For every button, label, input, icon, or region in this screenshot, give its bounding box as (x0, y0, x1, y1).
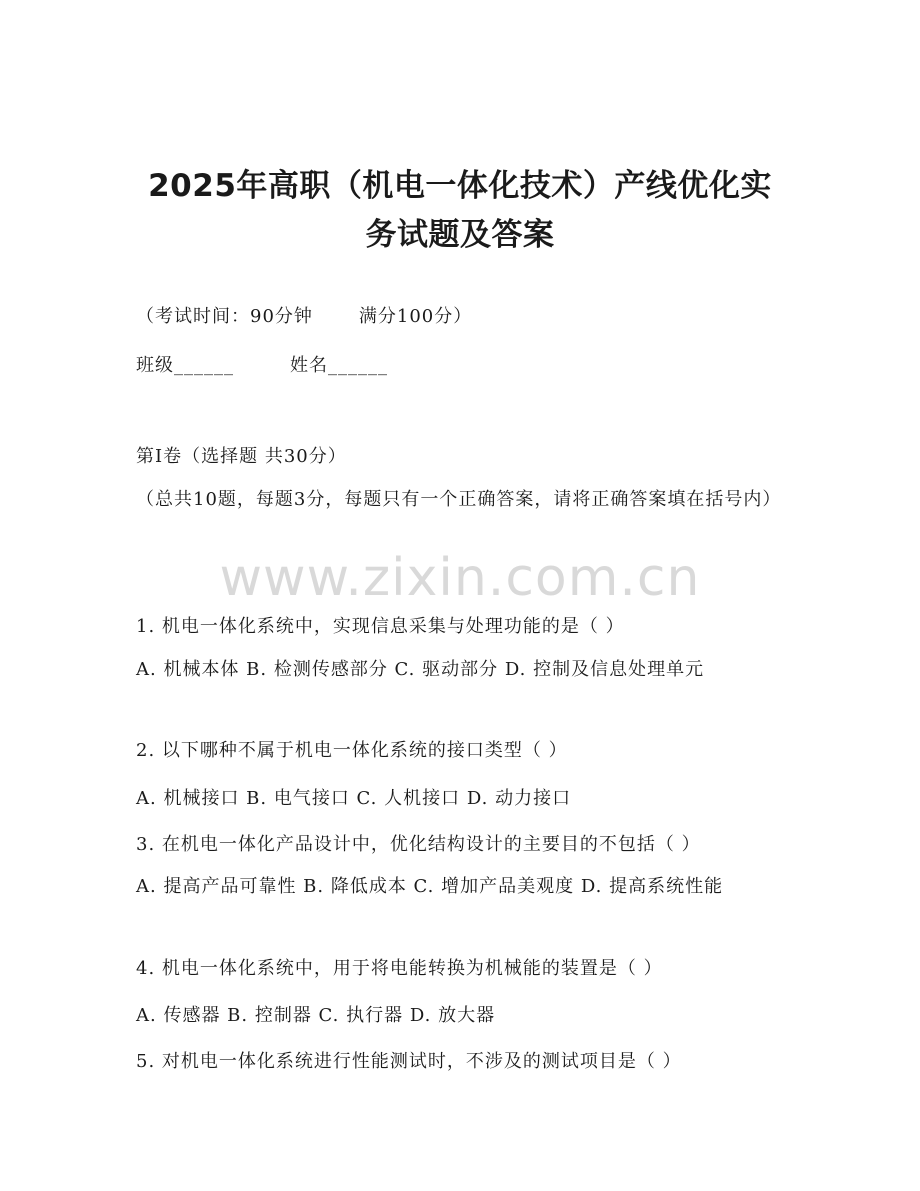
question-stem: 4. 机电一体化系统中，用于将电能转换为机械能的装置是（ ） (136, 958, 663, 979)
section-instructions: （总共10题，每题3分，每题只有一个正确答案，请将正确答案填在括号内） (136, 489, 782, 510)
exam-info (136, 302, 472, 328)
exam-score: 满分100分） (358, 306, 473, 327)
question-stem: 5. 对机电一体化系统进行性能测试时，不涉及的测试项目是（ ） (136, 1051, 682, 1072)
document-title-line-2: 务试题及答案 (365, 217, 555, 253)
document-title-line-1: 2025年高职（机电一体化技术）产线优化实 (148, 168, 772, 204)
question-options: A. 机械本体 B. 检测传感部分 C. 驱动部分 D. 控制及信息处理单元 (136, 659, 705, 680)
section-heading: 第I卷（选择题 共30分） (136, 446, 347, 467)
question-stem: 2. 以下哪种不属于机电一体化系统的接口类型（ ） (136, 740, 568, 761)
exam-time: （考试时间：90分钟 (136, 306, 313, 327)
watermark: www.zixin.com.cn (219, 548, 701, 608)
question-stem: 1. 机电一体化系统中，实现信息采集与处理功能的是（ ） (136, 616, 625, 637)
question-stem: 3. 在机电一体化产品设计中，优化结构设计的主要目的不包括（ ） (136, 834, 701, 855)
class-field: 班级______ (136, 355, 234, 376)
name-field: 姓名______ (290, 355, 388, 376)
question-options: A. 机械接口 B. 电气接口 C. 人机接口 D. 动力接口 (136, 788, 572, 809)
question-options: A. 传感器 B. 控制器 C. 执行器 D. 放大器 (136, 1005, 496, 1026)
student-fields (136, 351, 388, 377)
question-options: A. 提高产品可靠性 B. 降低成本 C. 增加产品美观度 D. 提高系统性能 (136, 876, 724, 897)
